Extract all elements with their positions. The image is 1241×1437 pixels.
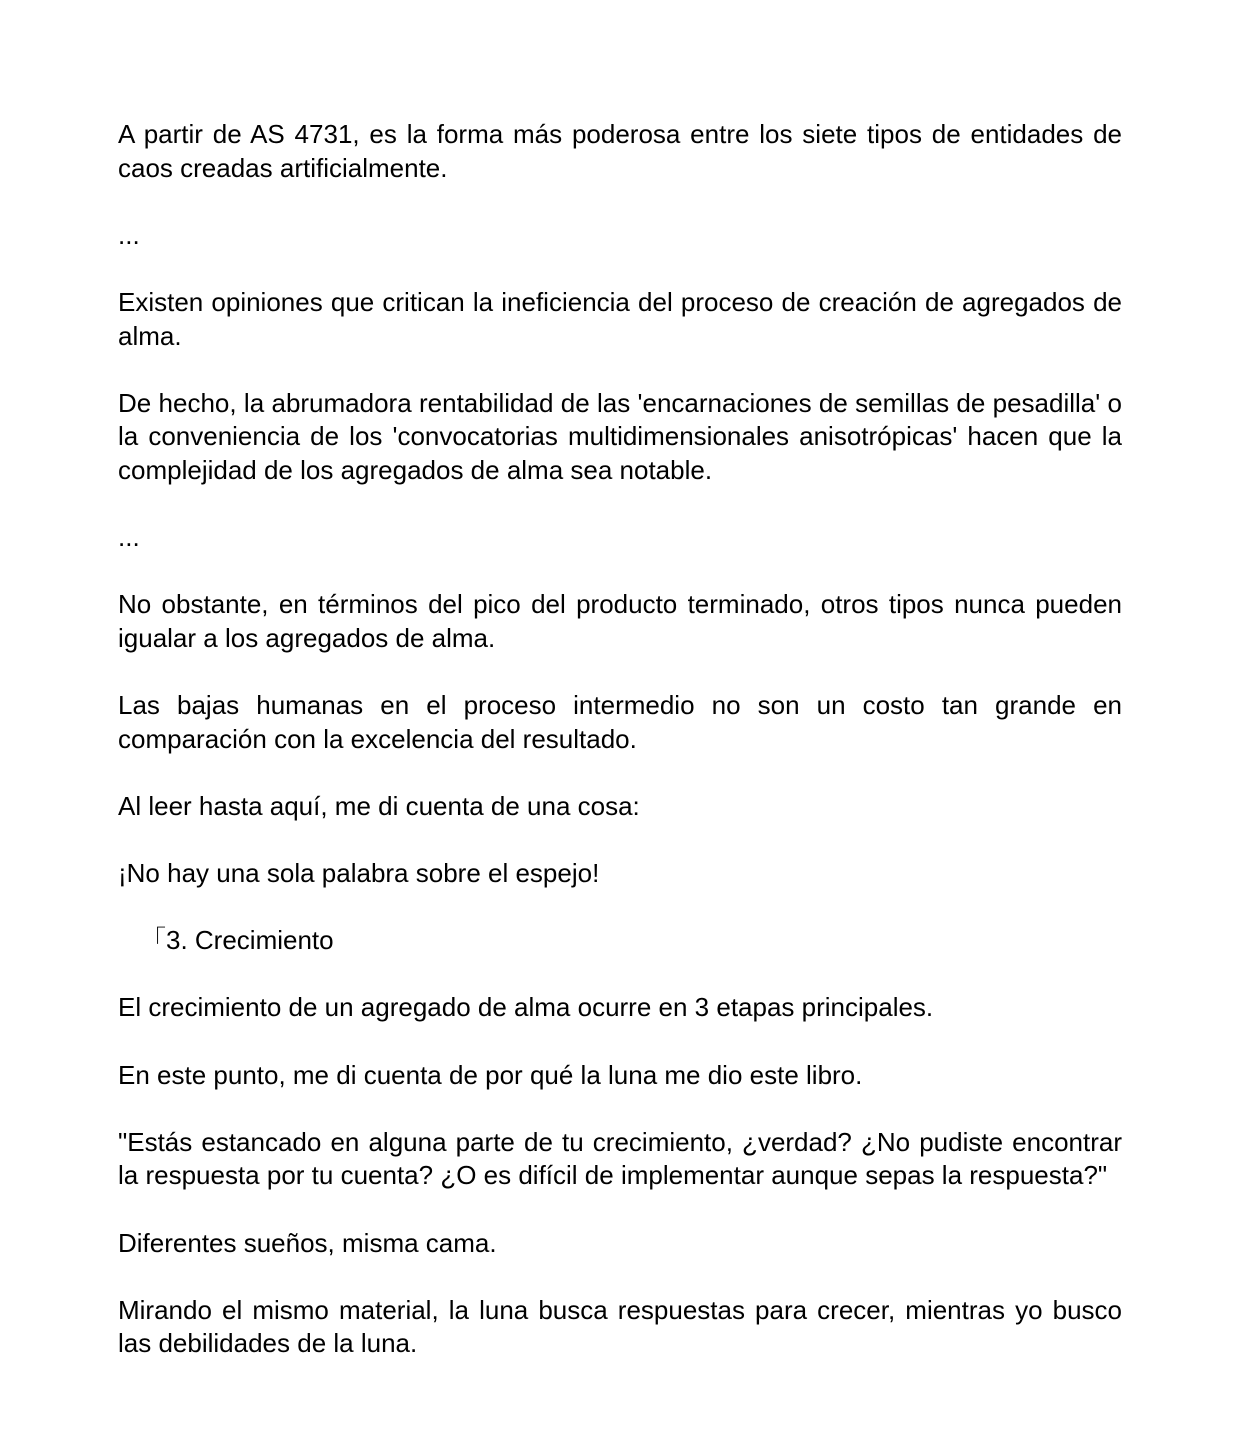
paragraph-11: Diferentes sueños, misma cama. — [118, 1227, 497, 1258]
section-heading: 「3. Crecimiento — [140, 925, 334, 956]
paragraph-1: A partir de AS 4731, es la forma más poderosa entre los siete tipos de entidades de caos creadas artificialmente. — [118, 119, 1122, 183]
paragraph-4: No obstante, en términos del pico del producto terminado, otros tipos nunca pueden igualar a los agregados de alma. — [118, 589, 1122, 653]
paragraph-10: "Estás estancado en alguna parte de tu crecimiento, ¿verdad? ¿No pudiste encontrar la respuesta por tu cuenta? ¿O es difícil de implementar aunque sepas la respuesta?" — [118, 1126, 1122, 1191]
ellipsis-1: ... — [118, 219, 140, 250]
document-page — [118, 118, 1122, 1395]
paragraph-2: Existen opiniones que critican la ineficiencia del proceso de creación de agregados de alma. — [118, 286, 1122, 351]
ellipsis-2: ... — [118, 522, 140, 553]
paragraph-12: Mirando el mismo material, la luna busca respuestas para crecer, mientras yo busco las debilidades de la luna. — [118, 1294, 1122, 1359]
paragraph-5: Las bajas humanas en el proceso intermedio no son un costo tan grande en comparación con la excelencia del resultado. — [118, 690, 1122, 754]
paragraph-7: ¡No hay una sola palabra sobre el espejo! — [118, 858, 600, 889]
paragraph-3: De hecho, la abrumadora rentabilidad de las 'encarnaciones de semillas de pesadilla' o la conveniencia de los 'convocatorias multidimensionales anisotrópicas' hacen que la complejidad de los agregados de alma sea notable. — [118, 387, 1122, 485]
paragraph-6: Al leer hasta aquí, me di cuenta de una cosa: — [118, 790, 640, 821]
paragraph-9: En este punto, me di cuenta de por qué la luna me dio este libro. — [118, 1059, 863, 1090]
paragraph-8: El crecimiento de un agregado de alma ocurre en 3 etapas principales. — [118, 992, 934, 1023]
